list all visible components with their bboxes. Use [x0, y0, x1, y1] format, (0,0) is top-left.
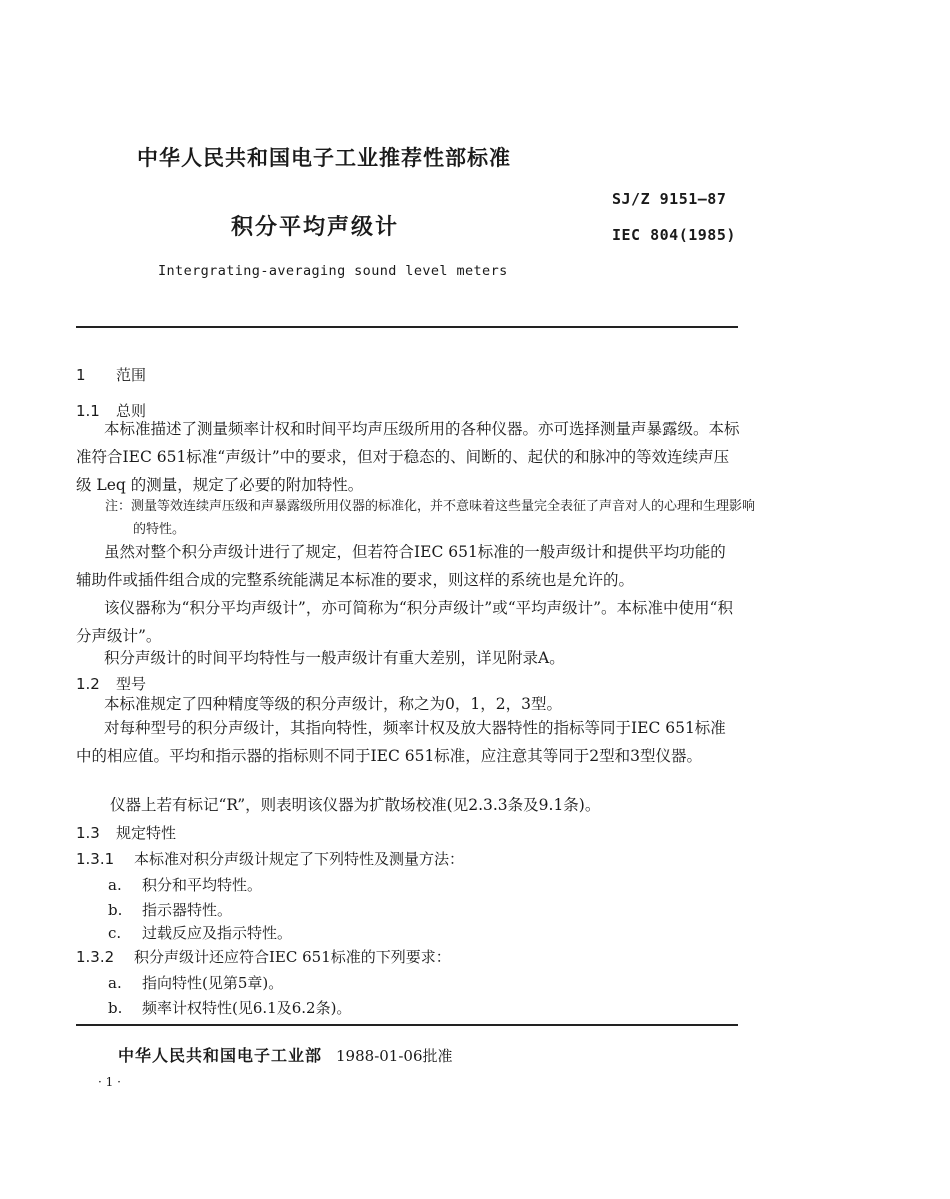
paragraph-types: 本标准规定了四种精度等级的积分声级计，称之为0，1，2，3型。	[104, 695, 562, 713]
section-title: 规定特性	[116, 824, 177, 842]
section-1-heading	[76, 364, 146, 385]
document-title: 积分平均声级计	[231, 215, 400, 240]
paragraph-naming: 该仪器称为“积分平均声级计”，亦可简称为“积分声级计”或“平均声级计”。本标准中使用“积分声级计”。	[76, 599, 733, 645]
section-title: 本标准对积分声级计规定了下列特性及测量方法：	[134, 850, 465, 868]
section-number: 1.3.1	[76, 850, 115, 868]
standard-org-title: 中华人民共和国电子工业推荐性部标准	[137, 146, 511, 170]
standard-code-sj: SJ/Z 9151—87	[612, 190, 727, 208]
list-label: b.	[108, 901, 123, 919]
list-text: 频率计权特性(见6.1及6.2条)。	[142, 999, 352, 1017]
section-1-3-heading	[76, 822, 176, 843]
document-title-english: Intergrating-averaging sound level meters	[158, 263, 508, 279]
list-item	[108, 922, 292, 943]
standard-code-iec: IEC 804(1985)	[612, 226, 736, 244]
note: 注：测量等效连续声压级和声暴露级所用仪器的标准化，并不意味着这些量完全表征了声音对人的心理和生理影响的特性。	[105, 499, 756, 537]
section-number: 1.3.2	[76, 948, 115, 966]
list-label: b.	[108, 999, 123, 1017]
list-text: 积分和平均特性。	[142, 876, 263, 894]
issuing-org: 中华人民共和国电子工业部	[118, 1046, 323, 1065]
list-item	[108, 972, 283, 993]
section-number: 1.2	[76, 675, 100, 693]
paragraph-marking: 仪器上若有标记“R”，则表明该仪器为扩散场校准(见2.3.3条及9.1条)。	[110, 796, 601, 814]
list-item	[108, 997, 351, 1018]
list-label: c.	[108, 924, 122, 942]
header-rule	[76, 326, 738, 328]
paragraph-system: 虽然对整个积分声级计进行了规定，但若符合IEC 651标准的一般声级计和提供平均功能的辅助件或插件组合成的完整系统能满足本标准的要求，则这样的系统也是允许的。	[76, 543, 726, 589]
paragraph-appendix: 积分声级计的时间平均特性与一般声级计有重大差别，详见附录A。	[104, 649, 565, 667]
list-text: 指向特性(见第5章)。	[142, 974, 284, 992]
list-text: 指示器特性。	[142, 901, 233, 919]
page-number: · 1 ·	[98, 1075, 121, 1089]
section-title: 型号	[116, 675, 147, 693]
footer-rule	[76, 1024, 738, 1026]
section-1-3-2-heading	[76, 946, 451, 967]
section-title: 总则	[116, 402, 147, 420]
section-title: 积分声级计还应符合IEC 651标准的下列要求：	[134, 948, 451, 966]
list-label: a.	[108, 876, 122, 894]
section-number: 1.3	[76, 824, 100, 842]
list-text: 过载反应及指示特性。	[142, 924, 293, 942]
section-number: 1	[76, 366, 86, 384]
section-number: 1.1	[76, 402, 100, 420]
paragraph-specs: 对每种型号的积分声级计，其指向特性，频率计权及放大器特性的指标等同于IEC 651标准中的相应值。平均和指示器的指标则不同于IEC 651标准，应注意其等同于2型和3型仪器。	[76, 719, 726, 765]
paragraph-scope: 本标准描述了测量频率计权和时间平均声压级所用的各种仪器。亦可选择测量声暴露级。本标准符合IEC 651标准“声级计”中的要求，但对于稳态的、间断的、起伏的和脉冲的等效连续声压级 Leq 的测量，规定了必要的附加特性。	[76, 420, 740, 494]
list-item	[108, 899, 232, 920]
list-label: a.	[108, 974, 122, 992]
section-title: 范围	[116, 366, 147, 384]
approval-date: 1988-01-06批准	[336, 1047, 453, 1065]
list-item	[108, 874, 262, 895]
section-1-3-1-heading	[76, 848, 464, 869]
approval-line	[118, 1043, 453, 1066]
